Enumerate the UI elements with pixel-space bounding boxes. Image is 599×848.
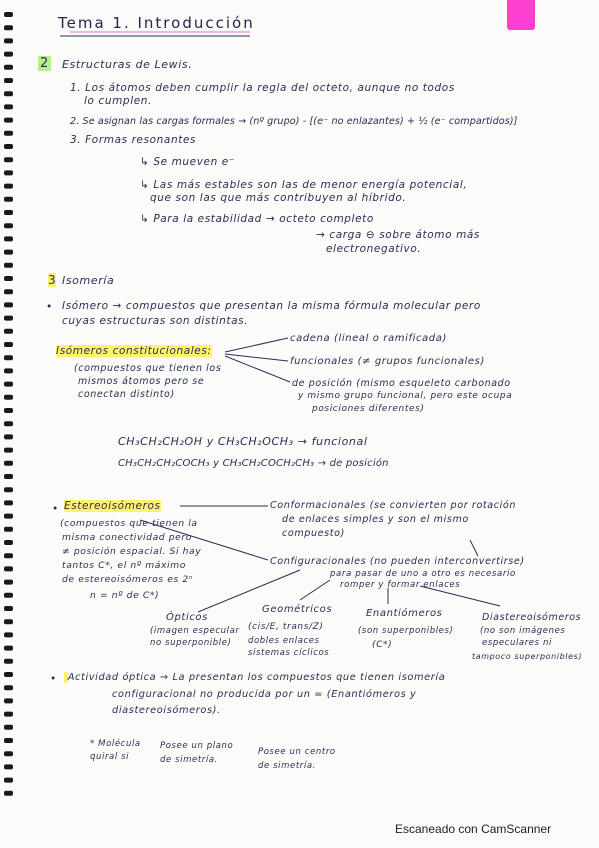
tipo-funcionales: funcionales (≠ grupos funcionales) <box>290 356 485 367</box>
sec2-sub-5: → carga ⊖ sobre átomo más <box>316 229 481 241</box>
conformacionales-1: Conformacionales (se convierten por rotación <box>270 500 517 511</box>
diastereo-desc-1: (no son imágenes <box>480 626 566 636</box>
sec2-sub-3: que son las que más contribuyen al híbrido. <box>150 192 407 204</box>
estereo-desc-2: misma conectividad pero <box>62 532 193 543</box>
tipo-posicion-1: de posición (mismo esqueleto carbonado <box>292 378 511 389</box>
arrow-opticos <box>198 570 300 612</box>
arrow-diastereo <box>420 586 500 606</box>
arrow-cadena <box>225 338 288 352</box>
configuracionales-1: Configuracionales (no pueden interconvertirse) <box>270 556 525 567</box>
conformacionales-3: compuesto) <box>282 528 345 539</box>
geometricos-desc-1: (cis/E, trans/Z) <box>248 622 324 632</box>
opticos-label: Ópticos <box>166 612 208 623</box>
arrow-configuracionales <box>140 520 268 560</box>
section-2-number: 2 <box>40 56 49 71</box>
constitucional-desc-3: conectan distinto) <box>78 389 175 400</box>
section-3-heading: Isomería <box>62 274 115 287</box>
camscanner-footer: Escaneado con CamScanner <box>395 822 552 836</box>
diastereo-desc-2: especulares ni <box>482 638 552 648</box>
formula-2: CH₃CH₂CH₂COCH₃ y CH₃CH₂COCH₂CH₃ → de posición <box>118 458 389 469</box>
molecula-3: Posee un plano <box>160 741 234 751</box>
bullet-actividad: • <box>50 673 57 685</box>
estereo-desc-6: n = nº de C*) <box>90 590 160 601</box>
molecula-6: de simetría. <box>258 761 316 771</box>
sec2-item-3: 3. Formas resonantes <box>70 134 197 146</box>
geometricos-label: Geométricos <box>262 604 333 615</box>
enantiomeros-desc-2: (C*) <box>372 640 393 650</box>
arrow-interconv <box>470 540 478 556</box>
sec2-sub-1: ↳ Se mueven e⁻ <box>140 156 236 168</box>
tipo-posicion-2: y mismo grupo funcional, pero este ocupa <box>298 391 513 401</box>
constitucional-desc-1: (compuestos que tienen los <box>74 363 222 374</box>
sec2-sub-2: ↳ Las más estables son las de menor energía potencial, <box>140 179 468 191</box>
sec2-sub-6: electronegativo. <box>326 243 422 255</box>
geometricos-desc-2: dobles enlaces <box>248 636 320 646</box>
bullet-isomero: • <box>46 301 53 313</box>
conformacionales-2: de enlaces simples y son el mismo <box>282 514 469 525</box>
molecula-1: * Molécula <box>90 739 141 749</box>
arrow-geometricos <box>300 580 330 600</box>
configuracionales-3: romper y formar enlaces <box>340 580 461 590</box>
page-title: Tema 1. Introducción <box>58 14 255 32</box>
diastereo-desc-3: tampoco superponibles) <box>472 652 583 661</box>
configuracionales-2: para pasar de uno a otro es necesario <box>330 569 516 579</box>
estereo-desc-4: tantos C*, el nº máximo <box>62 560 186 571</box>
constitucional-desc-2: mismos átomos pero se <box>78 376 205 387</box>
section-3-number: 3 <box>48 273 57 287</box>
isomero-def-1: Isómero → compuestos que presentan la misma fórmula molecular pero <box>62 300 481 312</box>
opticos-desc-2: no superponible) <box>150 638 232 648</box>
bullet-estereo: • <box>52 503 59 515</box>
molecula-2: quiral si <box>90 752 130 762</box>
estereoisomeros-label: Estereoisómeros <box>64 500 161 512</box>
actividad-3: diastereoisómeros). <box>112 705 221 716</box>
estereo-desc-1: (compuestos que tienen la <box>60 518 198 529</box>
sec2-sub-4: ↳ Para la estabilidad → octeto completo <box>140 213 374 225</box>
actividad-2: configuracional no producida por un = (Enantiómeros y <box>112 689 417 700</box>
sec2-item-1b: lo cumplen. <box>84 95 152 107</box>
molecula-4: de simetría. <box>160 755 218 765</box>
formula-1: CH₃CH₂CH₂OH y CH₃CH₂OCH₃ → funcional <box>118 435 368 448</box>
estereo-desc-5: de estereoisómeros es 2ⁿ <box>62 574 194 585</box>
sec2-item-1: 1. Los átomos deben cumplir la regla del octeto, aunque no todos <box>70 82 455 94</box>
estereo-desc-3: ≠ posición espacial. Si hay <box>62 546 202 557</box>
enantiomeros-label: Enantiómeros <box>366 608 443 619</box>
diastereoisomeros-label: Diastereoisómeros <box>482 612 582 623</box>
opticos-desc-1: (imagen especular <box>150 626 240 636</box>
geometricos-desc-3: sistemas cíclicos <box>248 648 330 658</box>
enantiomeros-desc-1: (son superponibles) <box>358 626 454 636</box>
isomero-def-2: cuyas estructuras son distintas. <box>62 315 249 327</box>
sec2-item-2: 2. Se asignan las cargas formales → (nº grupo) - [(e⁻ no enlazantes) + ½ (e⁻ compartidos)] <box>70 116 518 127</box>
isomeros-constitucionales-label: Isómeros constitucionales: <box>56 345 212 357</box>
tipo-posicion-3: posiciones diferentes) <box>312 404 425 414</box>
section-2-heading: Estructuras de Lewis. <box>62 58 193 71</box>
tipo-cadena: cadena (lineal o ramificada) <box>290 333 447 344</box>
molecula-5: Posee un centro <box>258 747 336 757</box>
actividad-text-1: Actividad óptica → La presentan los compuestos que tienen isomería <box>67 672 446 683</box>
